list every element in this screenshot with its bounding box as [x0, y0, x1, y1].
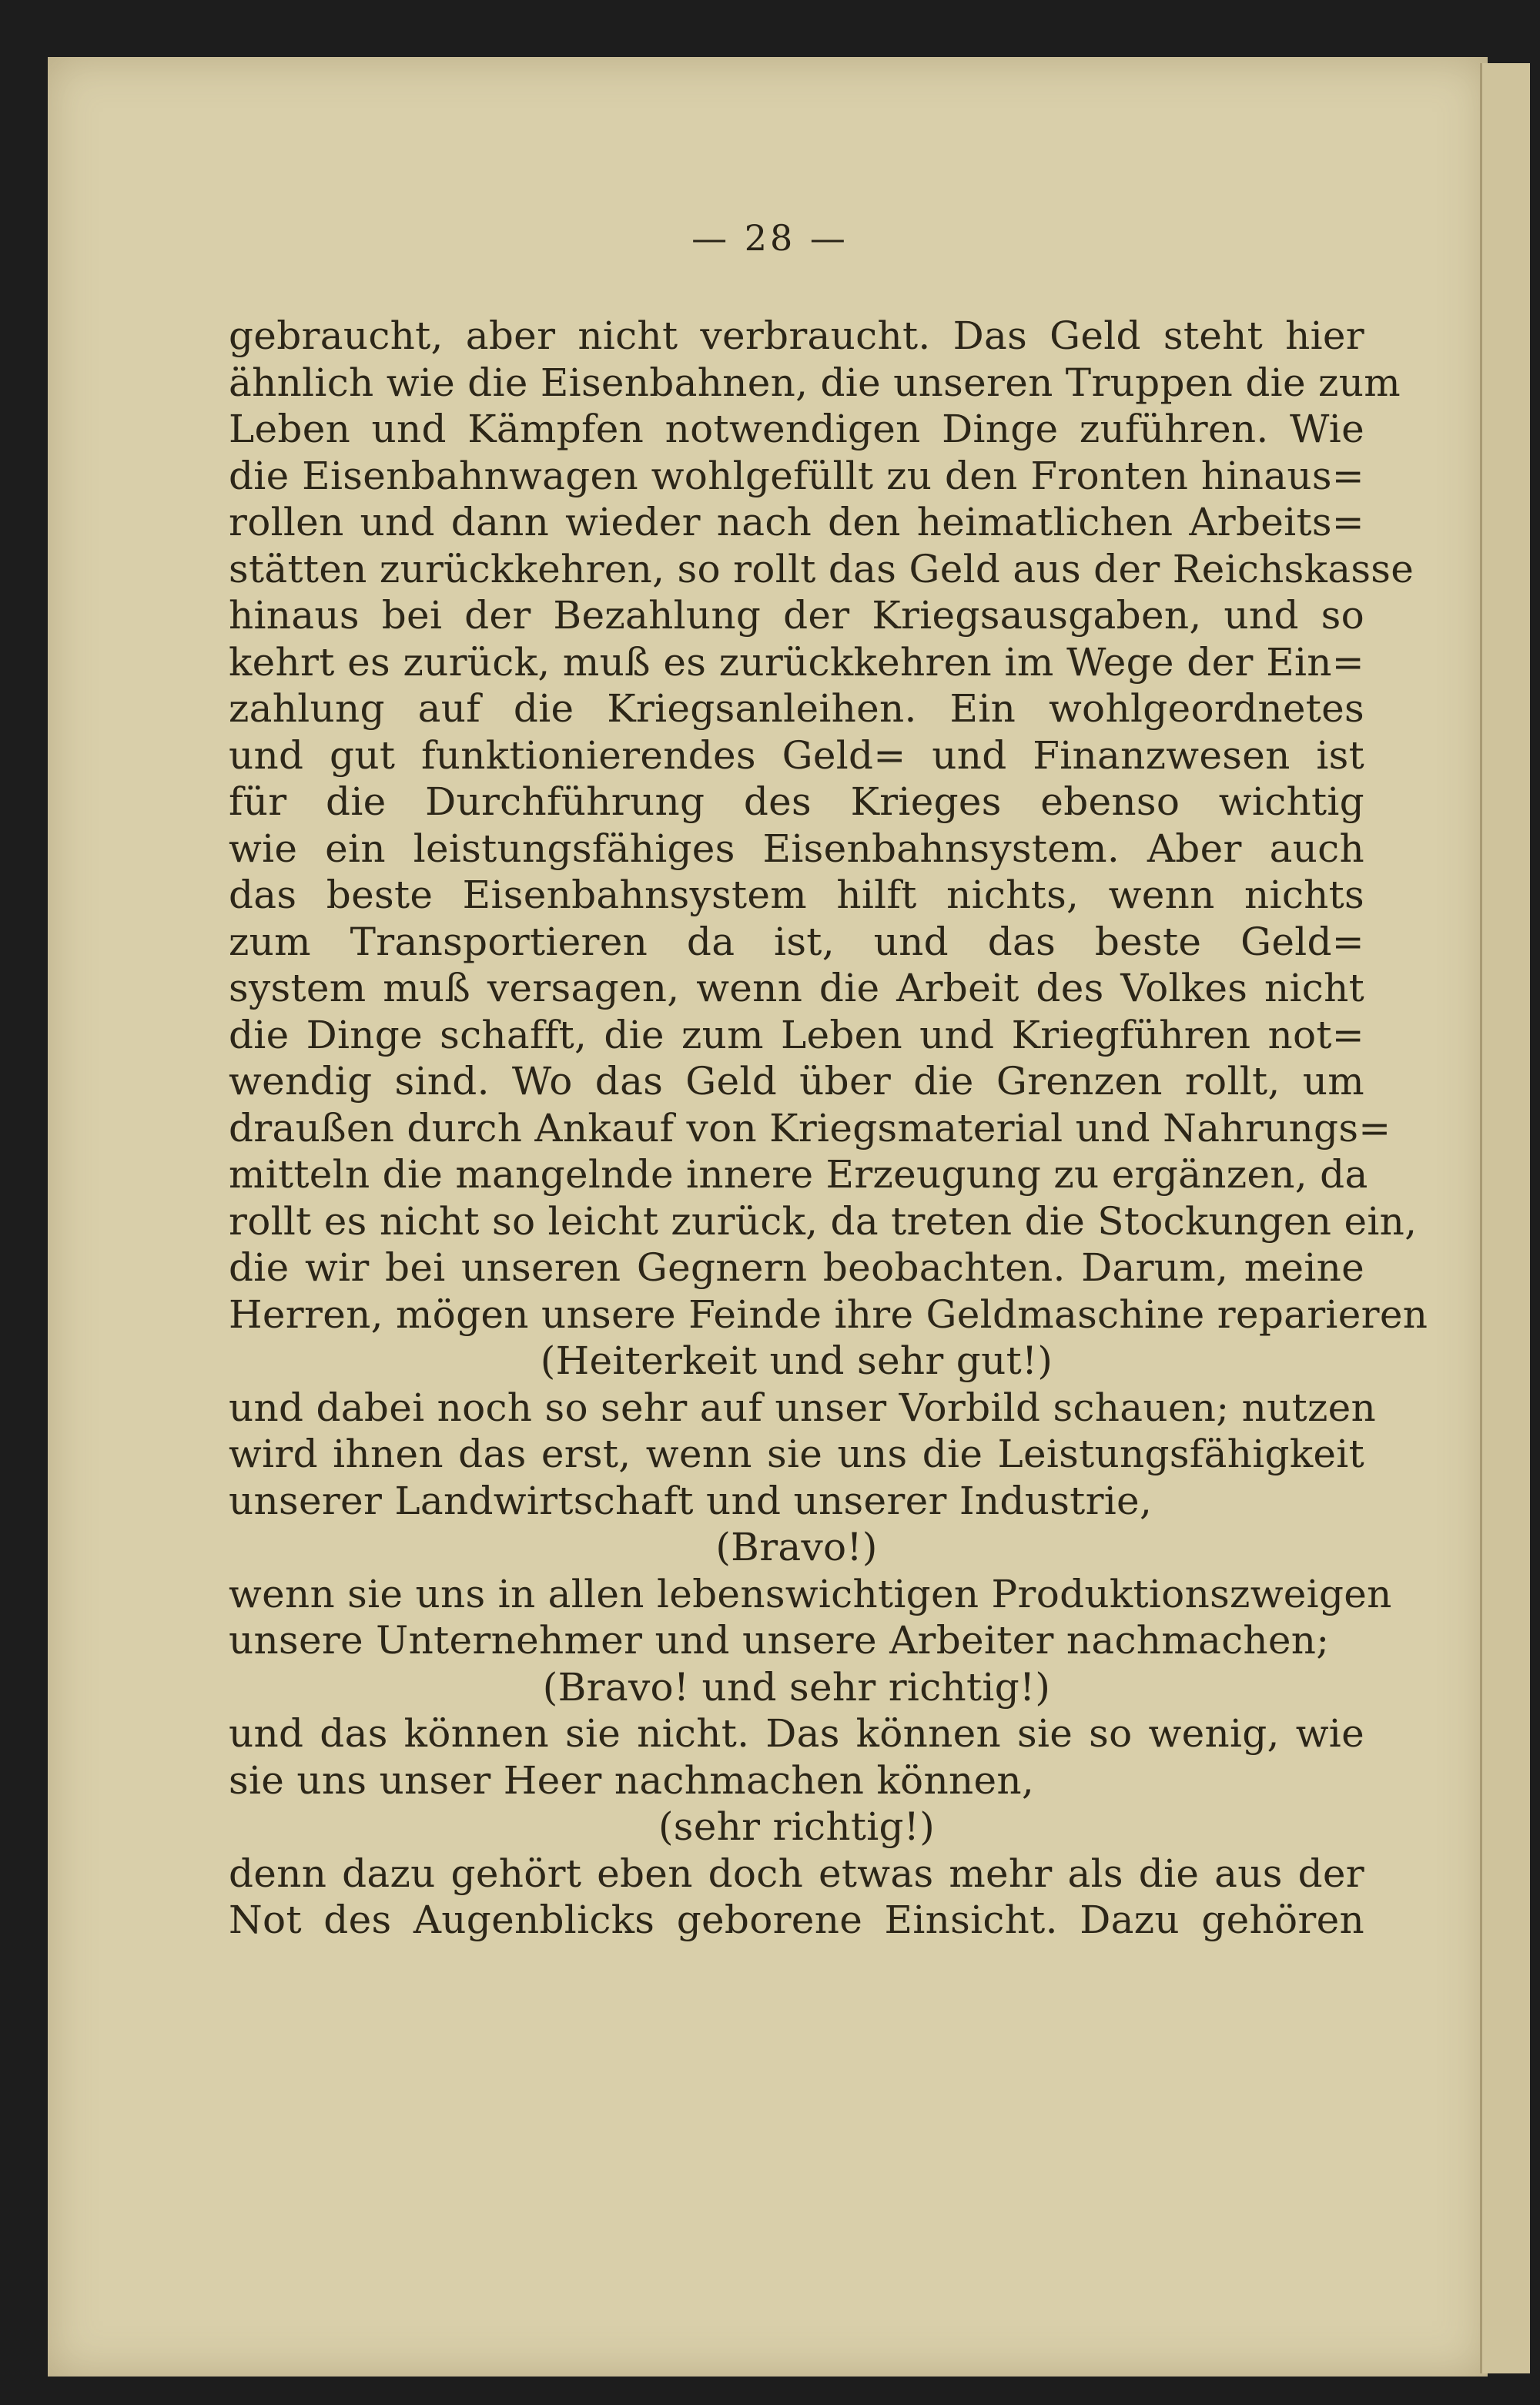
text-line: Not des Augenblicks geborene Einsicht. Dazu gehören: [229, 1898, 1364, 1942]
text-line: die Eisenbahnwagen wohlgefüllt zu den Fronten hinaus=: [229, 453, 1364, 498]
text-line: und dabei noch so sehr auf unser Vorbild schauen; nutzen: [229, 1385, 1377, 1430]
text-line: denn dazu gehört eben doch etwas mehr als die aus der: [229, 1851, 1364, 1896]
page-number: — 28 —: [691, 217, 849, 259]
interjection-line: (Bravo!): [715, 1525, 878, 1569]
text-line: unsere Unternehmer und unsere Arbeiter nachmachen;: [229, 1618, 1330, 1663]
text-line: rollt es nicht so leicht zurück, da treten die Stockungen ein,: [229, 1198, 1418, 1244]
text-line: die wir bei unseren Gegnern beobachten. Darum, meine: [229, 1245, 1364, 1290]
text-line: sie uns unser Heer nachmachen können,: [229, 1757, 1035, 1803]
text-line: wie ein leistungsfähiges Eisenbahnsystem. Aber auch: [229, 826, 1364, 871]
adjacent-page-edge: [1480, 63, 1530, 2373]
text-line: rollen und dann wieder nach den heimatlichen Arbeits=: [229, 500, 1364, 544]
text-line: stätten zurückkehren, so rollt das Geld aus der Reichskasse: [229, 546, 1414, 591]
text-line: Leben und Kämpfen notwendigen Dinge zuführen. Wie: [229, 407, 1364, 451]
text-line: wendig sind. Wo das Geld über die Grenzen rollt, um: [229, 1059, 1364, 1104]
body-text: [229, 313, 1428, 1944]
text-line: für die Durchführung des Krieges ebenso wichtig: [229, 779, 1364, 824]
text-line: Herren, mögen unsere Feinde ihre Geldmaschine reparieren: [229, 1291, 1428, 1337]
text-line: und das können sie nicht. Das können sie so wenig, wie: [229, 1711, 1364, 1756]
text-line: wenn sie uns in allen lebenswichtigen Produktionszweigen: [229, 1571, 1392, 1616]
text-line: das beste Eisenbahnsystem hilft nichts, wenn nichts: [229, 873, 1364, 917]
text-line: wird ihnen das erst, wenn sie uns die Leistungsfähigkeit: [229, 1432, 1364, 1476]
text-line: unserer Landwirtschaft und unserer Industrie,: [229, 1478, 1153, 1523]
text-line: und gut funktionierendes Geld= und Finanzwesen ist: [229, 732, 1364, 778]
text-line: gebraucht, aber nicht verbraucht. Das Geld steht hier: [229, 313, 1364, 358]
text-line: ähnlich wie die Eisenbahnen, die unseren Truppen die zum: [229, 360, 1401, 405]
text-line: mitteln die mangelnde innere Erzeugung zu ergänzen, da: [229, 1152, 1368, 1197]
text-line: die Dinge schafft, die zum Leben und Kriegführen not=: [229, 1012, 1364, 1057]
interjection-line: (Heiterkeit und sehr gut!): [540, 1338, 1053, 1383]
interjection-line: (sehr richtig!): [658, 1804, 936, 1849]
text-line: hinaus bei der Bezahlung der Kriegsausgaben, und so: [229, 593, 1364, 638]
interjection-line: (Bravo! und sehr richtig!): [542, 1664, 1051, 1710]
text-line: system muß versagen, wenn die Arbeit des Volkes nicht: [229, 966, 1364, 1010]
text-line: kehrt es zurück, muß es zurückkehren im Wege der Ein=: [229, 639, 1364, 685]
text-line: draußen durch Ankauf von Kriegsmaterial und Nahrungs=: [229, 1105, 1391, 1151]
text-line: zum Transportieren da ist, und das beste Geld=: [229, 919, 1364, 964]
text-line: zahlung auf die Kriegsanleihen. Ein wohlgeordnetes: [229, 686, 1364, 731]
